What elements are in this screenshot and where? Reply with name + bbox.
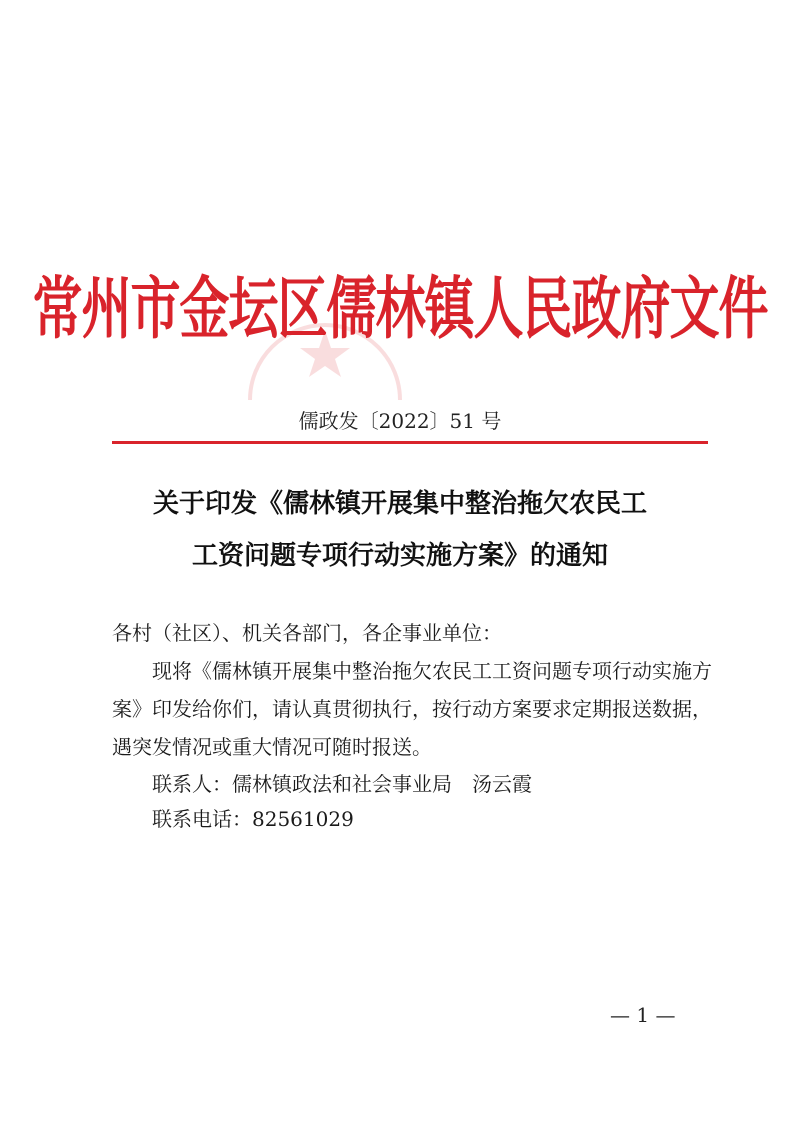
page-number: — 1 — xyxy=(610,1003,676,1027)
document-number: 儒政发〔2022〕51 号 xyxy=(298,409,502,433)
contact-person: 联系人：儒林镇政法和社会事业局 汤云霞 xyxy=(152,772,532,796)
red-divider-line xyxy=(112,441,708,444)
contact-phone: 联系电话：82561029 xyxy=(152,807,354,831)
addressee: 各村（社区）、机关各部门，各企事业单位： xyxy=(112,621,502,645)
body-paragraph: 现将《儒林镇开展集中整治拖欠农民工工资问题专项行动实施方案》印发给你们，请认真贯彻执行，按行动方案要求定期报送数据，遇突发情况或重大情况可随时报送。 xyxy=(112,659,712,759)
document-title-line-2: 工资问题专项行动实施方案》的通知 xyxy=(191,541,608,571)
document-title xyxy=(80,478,720,582)
document-title-line-1: 关于印发《儒林镇开展集中整治拖欠农民工 xyxy=(152,489,647,519)
issuing-authority-header: 常州市金坛区儒林镇人民政府文件 xyxy=(32,268,768,349)
